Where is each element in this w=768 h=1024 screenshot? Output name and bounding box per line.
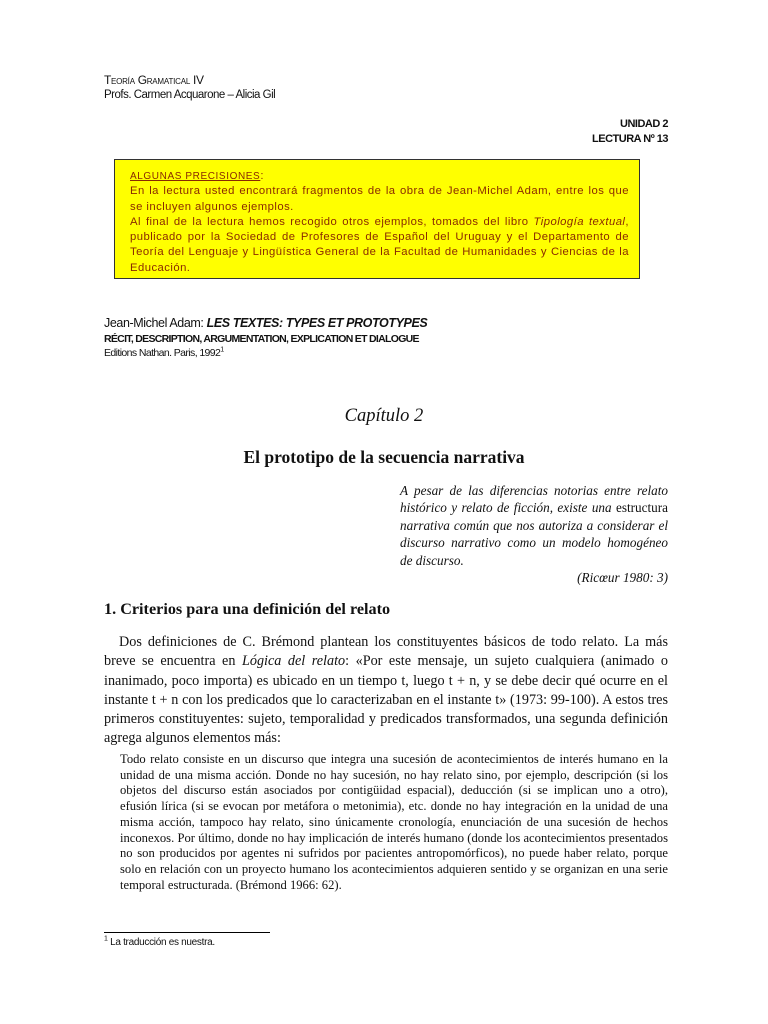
notes-title: ALGUNAS PRECISIONES bbox=[130, 171, 261, 182]
course-numeral: IV bbox=[190, 73, 204, 87]
footnote-text: La traducción es nuestra. bbox=[107, 937, 215, 948]
source-author-line bbox=[104, 316, 427, 330]
course-word-1: EORÍA bbox=[110, 77, 135, 86]
epigraph bbox=[400, 482, 668, 586]
epigraph-citation: (Ricœur 1980: 3) bbox=[577, 570, 668, 586]
epigraph-part-b: narrativa común que nos autoriza a considerar el discurso narrativo como un modelo homogéneo de discurso. bbox=[400, 517, 668, 568]
source-publisher-line bbox=[104, 347, 224, 359]
notes-p2-start: Al final de la lectura hemos recogido otros ejemplos, tomados del libro bbox=[130, 215, 534, 228]
course-word-2: RAMATICAL bbox=[146, 77, 191, 86]
epigraph-text bbox=[400, 482, 668, 569]
block-quote: Todo relato consiste en un discurso que integra una sucesión de acontecimientos de interés humano en la unidad de una misma acción. Donde no hay sucesión, no hay relato sino, por ejemplo, descripción (si los objetos del discurso están asociados por contigüidad espacial), deducción (si se implican uno a otro), efusión lírica (si se evocan por metáfora o metonimia), etc. donde no hay integración en la unidad de una misma acción, tampoco hay relato, sino únicamente cronología, enunciación de una sucesión de hechos inconexos. Por último, donde no hay implicación de interés humano (donde los acontecimientos presentados no son producidos por agentes ni sufridos por pacientes antropomórficos), no puede haber relato, porque solo en relación con un proyecto humano los acontecimientos adquieren sentido y se organizan en una serie temporal estructurada. (Brémond 1966: 62). bbox=[120, 752, 668, 892]
notes-paragraph-1: En la lectura usted encontrará fragmentos de la obra de Jean-Michel Adam, entre los que se incluyen algunos ejemplos. bbox=[130, 185, 629, 213]
notes-title-line bbox=[130, 169, 629, 184]
source-author: Jean-Michel Adam: bbox=[104, 316, 207, 330]
notes-p2-end: , publicado por la Sociedad de Profesores de Español del Uruguay y el Departamento de Teoría del Lenguaje y Lingüística General de la Facultad de Humanidades y Ciencias de la Educación. bbox=[130, 215, 629, 274]
chapter-title: El prototipo de la secuencia narrativa bbox=[243, 447, 525, 467]
footnote-divider bbox=[104, 932, 270, 933]
notes-box bbox=[114, 159, 640, 279]
footnote bbox=[104, 937, 215, 948]
notes-book-title: Tipología textual bbox=[533, 215, 626, 228]
course-initial-t: T bbox=[104, 73, 111, 87]
source-work-title: LES TEXTES: TYPES ET PROTOTYPES bbox=[206, 316, 428, 330]
body-paragraph bbox=[104, 633, 668, 749]
epigraph-upright-word: estructura bbox=[616, 500, 668, 516]
unit-label: UNIDAD 2 bbox=[620, 118, 668, 130]
course-title bbox=[104, 73, 204, 87]
chapter-label: Capítulo 2 bbox=[344, 406, 424, 426]
epigraph-part-a: A pesar de las diferencias notorias entre relato histórico y relato de ficción, existe una bbox=[400, 483, 668, 516]
body-part-1: Dos definiciones de C. Brémond plantean los constituyentes básicos de todo relato. La más breve se encuentra en bbox=[104, 634, 668, 670]
source-subtitle: RÉCIT, DESCRIPTION, ARGUMENTATION, EXPLICATION ET DIALOGUE bbox=[104, 333, 419, 345]
body-part-2: : «Por este mensaje, un sujeto cualquiera (animado o inanimado, poco importa) es ubicado en un tiempo t, luego t + n, y se debe decir qué ocurre en el instante t + n con los predicados que lo caracterizaban en el instante t» (1973: 99-100). A estos tres primeros constituyentes: sujeto, temporalidad y predicados transformados, una segunda definición agrega algunos elementos más: bbox=[104, 653, 669, 747]
notes-paragraph-2 bbox=[130, 215, 629, 276]
reading-label: LECTURA Nº 13 bbox=[592, 133, 668, 145]
body-book-title: Lógica del relato bbox=[241, 653, 346, 670]
source-publisher: Editions Nathan. Paris, 1992 bbox=[104, 347, 221, 359]
notes-title-colon: : bbox=[260, 170, 264, 182]
section-heading: 1. Criterios para una definición del relato bbox=[104, 600, 391, 618]
professors-line: Profs. Carmen Acquarone – Alicia Gil bbox=[104, 89, 276, 101]
course-initial-g: G bbox=[134, 73, 147, 87]
footnote-reference[interactable]: 1 bbox=[220, 346, 224, 354]
footnote-mark: 1 bbox=[104, 935, 108, 943]
